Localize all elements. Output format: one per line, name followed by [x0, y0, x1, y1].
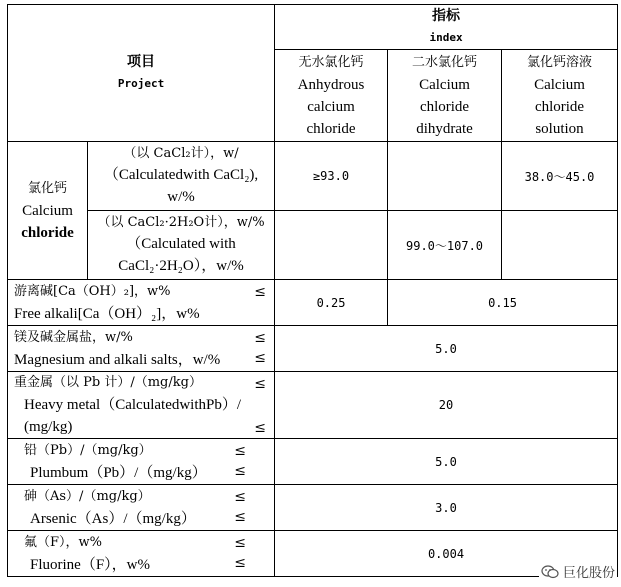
- index-header: [275, 5, 618, 50]
- arsenic-zh: 砷（As）/（mg/kg）: [24, 488, 151, 504]
- col-dihydrate-zh: 二水氯化钙: [412, 54, 478, 70]
- cacl2-dihydrate-value: [388, 142, 502, 211]
- group-en1: Calcium: [22, 202, 73, 219]
- col-dihydrate-en2: chloride: [419, 98, 470, 115]
- col-anhydrous-en1: Anhydrous: [297, 76, 365, 93]
- lead-value: 5.0: [275, 439, 618, 485]
- heavy-zh: 重金属（以 Pb 计）/（mg/kg）: [14, 375, 202, 390]
- cacl2-2h2o-label-zh: （以 CaCl₂·2H₂O计），w/%: [97, 215, 265, 230]
- lead-zh: 铅（Pb）/（mg/kg）: [24, 442, 152, 458]
- col-solution-zh: 氯化钙溶液: [527, 54, 593, 70]
- cacl2-anhydrous-value: ≥93.0: [275, 142, 388, 211]
- watermark-text: 巨化股份: [562, 566, 615, 581]
- col-solution-en1: Calcium: [534, 76, 585, 93]
- col-anhydrous-en2: calcium: [307, 98, 355, 115]
- le-symbol: ≤: [234, 489, 247, 505]
- group-zh: 氯化钙: [27, 180, 67, 196]
- cacl2-2h2o-dihydrate-value: 99.0～107.0: [388, 211, 502, 280]
- le-symbol: ≤: [234, 555, 247, 571]
- wechat-icon: [541, 565, 559, 579]
- free-alkali-zh: 游离碱[Ca（OH）₂]，w%: [14, 283, 171, 299]
- lead-label: [8, 439, 275, 485]
- arsenic-label: [8, 485, 275, 531]
- heavy-en2: (mg/kg): [24, 419, 73, 435]
- lead-en: Plumbum（Pb）/（mg/kg）: [30, 464, 207, 481]
- cacl2-label-zh: （以 CaCl₂计），w/: [123, 146, 239, 161]
- index-en: index: [429, 31, 463, 44]
- project-zh: 项目: [127, 54, 155, 70]
- le-symbol: ≤: [234, 443, 247, 459]
- project-en: Project: [117, 77, 165, 90]
- le-symbol: ≤: [254, 376, 267, 392]
- le-symbol: ≤: [234, 463, 247, 479]
- index-zh: 指标: [432, 8, 461, 24]
- mg-en: Magnesium and alkali salts，w/%: [14, 351, 221, 368]
- le-symbol: ≤: [254, 350, 267, 366]
- col-anhydrous-zh: 无水氯化钙: [298, 54, 364, 70]
- cacl2-2h2o-label-unit: CaCl₂·2H₂O），w/%: [118, 258, 244, 274]
- col-dihydrate-en3: dihydrate: [416, 120, 473, 137]
- col-anhydrous: [275, 50, 388, 142]
- free-alkali-other-value: 0.15: [388, 280, 618, 326]
- cacl2-label-unit: w/%: [167, 189, 195, 205]
- group-en2: chloride: [21, 224, 74, 241]
- col-dihydrate: [388, 50, 502, 142]
- col-solution-en3: solution: [535, 120, 584, 137]
- col-solution: [502, 50, 618, 142]
- project-header: [8, 5, 275, 142]
- fluorine-label: [8, 531, 275, 577]
- col-anhydrous-en3: chloride: [306, 120, 356, 137]
- arsenic-value: 3.0: [275, 485, 618, 531]
- heavy-metal-value: 20: [275, 372, 618, 439]
- le-symbol: ≤: [254, 420, 267, 436]
- cacl2-solution-value: 38.0～45.0: [502, 142, 618, 211]
- cacl2-2h2o-anhydrous-value: [275, 211, 388, 280]
- heavy-metal-label: [8, 372, 275, 439]
- free-alkali-anhydrous-value: 0.25: [275, 280, 388, 326]
- fluorine-en: Fluorine（F），w%: [30, 556, 151, 573]
- mg-label: [8, 326, 275, 372]
- free-alkali-label: [8, 280, 275, 326]
- watermark: [539, 562, 617, 581]
- le-symbol: ≤: [234, 535, 247, 551]
- cacl2-label-en: （Calculatedwith CaCl₂),: [103, 167, 259, 183]
- mg-zh: 镁及碱金属盐，w/%: [14, 329, 133, 345]
- fluorine-value: 0.004: [275, 531, 618, 577]
- mg-value: 5.0: [275, 326, 618, 372]
- col-solution-en2: chloride: [534, 98, 585, 115]
- spec-table: [7, 4, 618, 577]
- cacl2-2h2o-solution-value: [502, 211, 618, 280]
- free-alkali-en: Free alkali[Ca（OH）₂]，w%: [14, 305, 200, 322]
- cacl2-2h2o-label-en: （Calculated with: [126, 236, 236, 252]
- le-symbol: ≤: [254, 284, 267, 300]
- calcium-chloride-group: [8, 142, 88, 280]
- fluorine-zh: 氟（F），w%: [24, 534, 103, 550]
- cacl2-2h2o-label: [88, 211, 275, 280]
- le-symbol: ≤: [254, 330, 267, 346]
- arsenic-en: Arsenic（As）/（mg/kg）: [30, 510, 196, 527]
- heavy-en1: Heavy metal（CalculatedwithPb）/: [24, 397, 242, 413]
- col-dihydrate-en1: Calcium: [419, 76, 470, 93]
- cacl2-label: [88, 142, 275, 211]
- le-symbol: ≤: [234, 509, 247, 525]
